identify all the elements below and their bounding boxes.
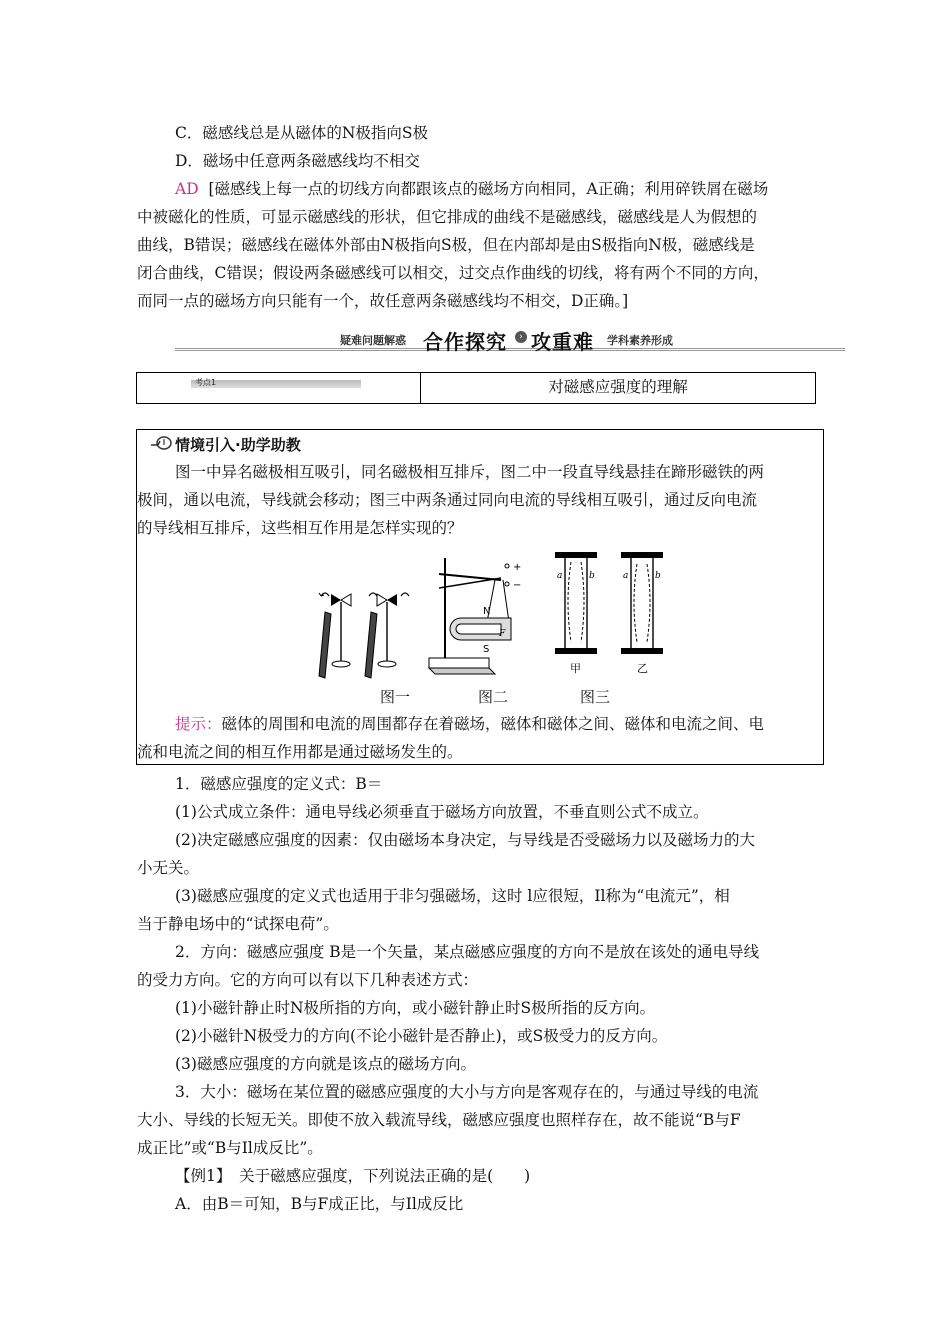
body-line-10: (2)小磁针N极受力的方向(不论小磁针是否静止)，或S极受力的反方向。 [175, 1027, 668, 1045]
situation-line-2: 极间，通以电流，导线就会移动；图三中两条通过同向电流的导线相互吸引，通过反向电流 [137, 491, 758, 509]
hint-text-1: 磁体的周围和电流的周围都存在着磁场，磁体和磁体之间、磁体和电流之间、电 [221, 715, 765, 733]
kaodian-title: 对磁感应强度的理解 [548, 378, 688, 396]
fig2-s: S [483, 644, 490, 655]
body-line-11: (3)磁感应强度的方向就是该点的磁场方向。 [175, 1055, 476, 1073]
hint-line-1 [175, 714, 764, 734]
fig3-b-2: b [655, 571, 661, 581]
answer-line-3: 曲线，B错误；磁感线在磁体外部由N极指向S极，但在内部却是由S极指向N极，磁感线是 [137, 236, 755, 254]
body-line-4: 小无关。 [137, 859, 200, 877]
kaodian-tag-cell [137, 373, 421, 403]
fig3-b-1: b [589, 571, 595, 581]
hint-label: 提示： [175, 715, 222, 733]
fig2-minus: − [513, 580, 522, 591]
situation-line-3: 的导线相互排斥，这些相互作用是怎样实现的？ [137, 519, 463, 537]
fig2-plus: + [513, 562, 522, 573]
situation-box [136, 429, 824, 765]
answer-line-2: 中被磁化的性质，可显示磁感线的形状，但它排成的曲线不是磁感线，磁感线是人为假想的 [137, 208, 758, 226]
body-line-2: (1)公式成立条件：通电导线必须垂直于磁场方向放置，不垂直则公式不成立。 [175, 803, 709, 821]
body-line-7: 2．方向：磁感应强度 B是一个矢量，某点磁感应强度的方向不是放在该处的通电导线 [175, 943, 760, 961]
body-line-8: 的受力方向。它的方向可以有以下几种表述方式： [137, 971, 479, 989]
fig3-a-2: a [623, 571, 629, 581]
body-line-5: (3)磁感应强度的定义式也适用于非匀强磁场，这时 l应很短，Il称为“电流元”，相 [175, 887, 730, 905]
banner-left-text: 疑难问题解惑 [340, 334, 406, 347]
body-line-3: (2)决定磁感应强度的因素：仅由磁场本身决定，与导线是否受磁场力以及磁场力的大 [175, 831, 755, 849]
lightbulb-hand-icon [149, 435, 173, 451]
banner-rule [175, 348, 845, 351]
body-line-6: 当于静电场中的“试探电荷”。 [137, 915, 339, 933]
answer-line-5: 而同一点的磁场方向只能有一个，故任意两条磁感线均不相交，D正确。] [137, 292, 629, 310]
banner-main-1: 合作探究 [423, 330, 507, 354]
body-line-12: 3．大小：磁场在某位置的磁感应强度的大小与方向是客观存在的，与通过导线的电流 [175, 1083, 759, 1101]
option-d: D．磁场中任意两条磁感线均不相交 [175, 152, 420, 170]
body-line-13: 大小、导线的长短无关。即使不放入载流导线，磁感应强度也照样存在，故不能说“B与F [137, 1111, 741, 1129]
kaodian-tag-text: 考点1 [195, 378, 217, 387]
banner-arrow-icon: › [515, 331, 527, 343]
body-line-14: 成正比”或“B与Il成反比”。 [137, 1139, 323, 1157]
situation-heading: 情境引入·助学助教 [175, 436, 301, 454]
kaodian-table [136, 372, 816, 404]
section-banner [175, 328, 845, 354]
example-1-option-a: A．由B＝可知，B与F成正比，与Il成反比 [175, 1195, 464, 1213]
answer-line-4: 闭合曲线，C错误；假设两条磁感线可以相交，过交点作曲线的切线，将有两个不同的方向， [137, 264, 769, 282]
option-c: C．磁感线总是从磁体的N极指向S极 [175, 124, 429, 142]
banner-main-2: 攻重难 [531, 330, 594, 354]
example-1-question: 【例1】 关于磁感应强度，下列说法正确的是( ) [175, 1167, 531, 1185]
figure-1-caption: 图一 [380, 688, 411, 706]
fig3-jia: 甲 [570, 662, 581, 675]
body-line-1: 1．磁感应强度的定义式：B＝ [175, 775, 383, 793]
answer-text-1: [磁感线上每一点的切线方向都跟该点的磁场方向相同，A正确；利用碎铁屑在磁场 [208, 180, 769, 198]
hint-line-2: 流和电流之间的相互作用都是通过磁场发生的。 [137, 743, 463, 761]
fig3-yi: 乙 [637, 662, 648, 675]
answer-line-1 [175, 179, 768, 199]
body-line-9: (1)小磁针静止时N极所指的方向，或小磁针静止时S极所指的反方向。 [175, 999, 656, 1017]
fig2-n: N [483, 606, 491, 617]
fig2-f: F [499, 629, 506, 639]
figure-2-caption: 图二 [478, 688, 509, 706]
figure-1 [317, 588, 417, 688]
answer-label: AD [175, 180, 199, 198]
figure-2 [425, 554, 535, 679]
fig3-a-1: a [557, 571, 563, 581]
situation-line-1: 图一中异名磁极相互吸引，同名磁极相互排斥，图二中一段直导线悬挂在蹄形磁铁的两 [175, 463, 765, 481]
figure-3 [551, 548, 679, 678]
banner-right-text: 学科素养形成 [607, 334, 673, 347]
figure-3-caption: 图三 [580, 688, 611, 706]
kaodian-tag [191, 380, 361, 388]
